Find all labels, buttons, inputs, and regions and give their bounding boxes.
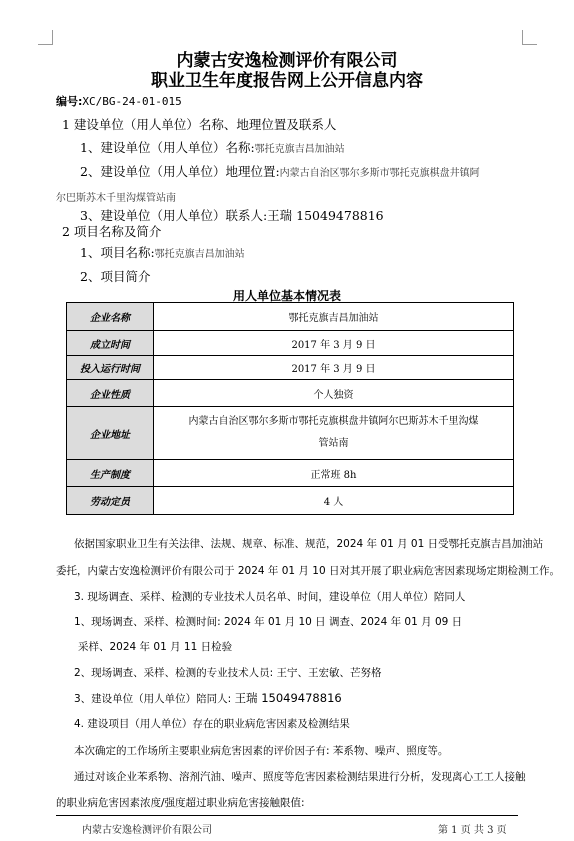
section4-paragraph-2: 通过对该企业苯系物、溶剂汽油、噪声、照度等危害因素检测结果进行分析，发现离心工工人接触 — [74, 771, 526, 783]
section3-staff: 2、现场调查、采样、检测的专业技术人员: 王宁、王宏敏、芒努格 — [74, 667, 382, 679]
section3-time-cont: 采样、2024 年 01 月 11 日检验 — [78, 641, 233, 653]
section1-location-row — [80, 162, 480, 180]
section4-heading: 4. 建设项目（用人单位）存在的职业病危害因素及检测结果 — [74, 718, 350, 730]
section1-location-label: 2、建设单位（用人单位）地理位置: — [80, 164, 280, 179]
section1-contact-label: 3、建设单位（用人单位）联系人: — [80, 208, 268, 223]
table-row — [67, 380, 514, 407]
table-row-value: 个人独资 — [154, 380, 514, 407]
table-row-label: 企业名称 — [67, 303, 154, 331]
body-paragraph-1-cont: 委托，内蒙古安逸检测评价有限公司于 2024 年 01 月 10 日对其开展了职业病危害因素现场定期检测工作。 — [56, 565, 560, 577]
section1-name-label: 1、建设单位（用人单位）名称: — [80, 140, 255, 155]
table-row-value-line: 内蒙古自治区鄂尔多斯市鄂托克旗棋盘井镇阿尔巴斯苏木千里沟煤 — [188, 416, 479, 427]
section1-name-row — [80, 138, 345, 156]
section2-project-label: 1、项目名称: — [80, 245, 155, 260]
section2-intro-label: 2、项目简介 — [80, 269, 151, 284]
table-row-value: 2017 年 3 月 9 日 — [154, 356, 514, 380]
table-row-value-line: 管站南 — [318, 438, 349, 449]
table-row — [67, 331, 514, 356]
table-row-value: 正常班 8h — [154, 460, 514, 487]
section3-escort-row — [74, 690, 342, 706]
company-title: 内蒙古安逸检测评价有限公司 — [176, 51, 398, 71]
table-row — [67, 303, 514, 331]
section3-heading: 3. 现场调查、采样、检测的专业技术人员名单、时间，建设单位（用人单位）陪同人 — [74, 591, 466, 603]
section4-paragraph-2-cont: 的职业病危害因素浓度/强度超过职业病危害接触限值: — [56, 797, 305, 809]
table-row-label: 企业性质 — [67, 380, 154, 407]
table-row-label: 投入运行时间 — [67, 356, 154, 380]
section1-contact-value: 王瑞 15049478816 — [267, 208, 384, 223]
table-title: 用人单位基本情况表 — [232, 289, 341, 303]
table-row-label: 成立时间 — [67, 331, 154, 356]
section1-location-value: 内蒙古自治区鄂尔多斯市鄂托克旗棋盘井镇阿 — [279, 168, 480, 179]
table-row — [67, 356, 514, 380]
section3-time: 1、现场调查、采样、检测时间: 2024 年 01 月 10 日 调查、2024 年 01 月 09 日 — [74, 616, 463, 628]
table-row-label: 企业地址 — [67, 407, 154, 460]
table-row — [67, 407, 514, 460]
section2-heading: 2 项目名称及简介 — [62, 224, 162, 239]
section2-project-row — [80, 243, 245, 261]
document-number-label: 编号: — [56, 95, 83, 108]
section1-heading: 1 建设单位（用人单位）名称、地理位置及联系人 — [62, 117, 337, 132]
table-row-label: 劳动定员 — [67, 487, 154, 515]
table-row-value: 2017 年 3 月 9 日 — [154, 331, 514, 356]
document-number — [56, 93, 182, 109]
table-row-value: 4 人 — [154, 487, 514, 515]
table-row-value — [154, 407, 514, 460]
section4-paragraph-1: 本次确定的工作场所主要职业病危害因素的评价因子有: 苯系物、噪声、照度等。 — [74, 745, 449, 757]
section3-escort-label: 3、建设单位（用人单位）陪同人: — [74, 693, 232, 705]
table-row-value: 鄂托克旗吉昌加油站 — [154, 303, 514, 331]
section3-escort-value: 王瑞 15049478816 — [234, 691, 342, 705]
page-corner-mark-right — [522, 30, 537, 45]
section1-name-value: 鄂托克旗吉昌加油站 — [254, 144, 345, 155]
table-row — [67, 460, 514, 487]
table-row — [67, 487, 514, 515]
unit-info-table — [66, 302, 514, 515]
footer-company: 内蒙古安逸检测评价有限公司 — [82, 825, 212, 836]
document-number-value: XC/BG-24-01-015 — [82, 95, 182, 108]
footer-divider — [56, 815, 518, 816]
table-row-label: 生产制度 — [67, 460, 154, 487]
page-corner-mark-left — [38, 30, 53, 45]
document-title: 职业卫生年度报告网上公开信息内容 — [151, 71, 423, 91]
footer-page-number: 第 1 页 共 3 页 — [438, 825, 507, 836]
section1-location-value-cont: 尔巴斯苏木千里沟煤管站南 — [56, 193, 176, 204]
section2-project-value: 鄂托克旗吉昌加油站 — [154, 249, 245, 260]
body-paragraph-1: 依据国家职业卫生有关法律、法规、规章、标准、规范，2024 年 01 月 01 日受鄂托克旗吉昌加油站 — [74, 538, 544, 550]
